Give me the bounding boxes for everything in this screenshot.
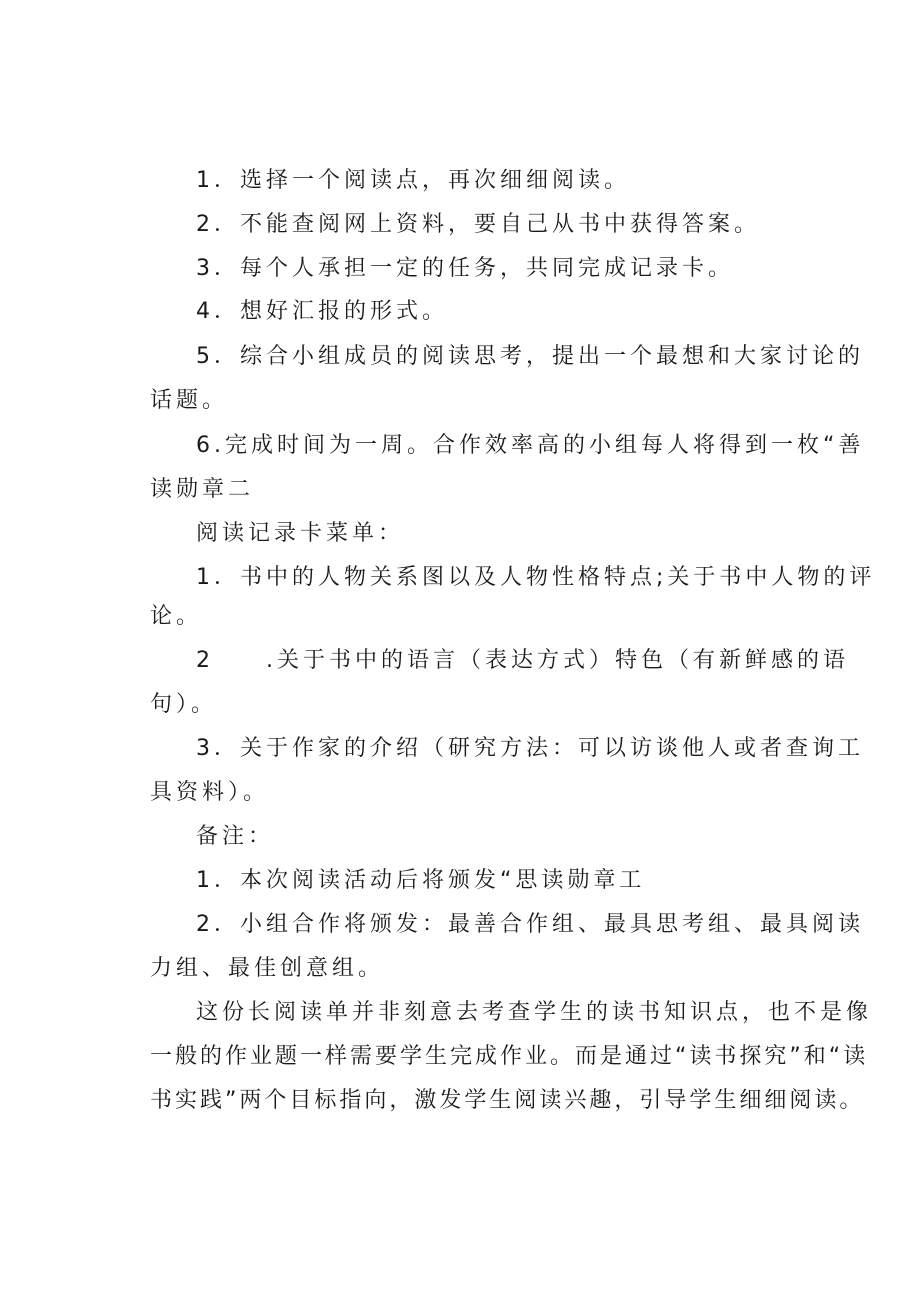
list-item-6-cont: 读勋章二	[150, 477, 255, 502]
section-heading-notes: 备注：	[196, 824, 275, 849]
list-item-2: 2．不能查阅网上资料，要自己从书中获得答案。	[196, 212, 760, 237]
menu-item-3: 3．关于作家的介绍（研究方法：可以访谈他人或者查询工	[196, 736, 864, 761]
note-item-2: 2．小组合作将颁发：最善合作组、最具思考组、最具阅读	[196, 912, 864, 937]
menu-item-1: 1．书中的人物关系图以及人物性格特点;关于书中人物的评	[196, 565, 876, 590]
note-item-1: 1．本次阅读活动后将颁发“思读勋章工	[196, 868, 646, 893]
summary-paragraph-line-3: 书实践”两个目标指向，激发学生阅读兴趣，引导学生细细阅读。	[150, 1088, 865, 1113]
menu-item-3-cont: 具资料）。	[150, 780, 270, 805]
list-item-6: 6.完成时间为一周。合作效率高的小组每人将得到一枚“善	[196, 433, 865, 458]
summary-paragraph-line-2: 一般的作业题一样需要学生完成作业。而是通过“读书探究”和“读	[150, 1044, 869, 1069]
menu-item-1-cont: 论。	[150, 604, 203, 629]
summary-paragraph-line-1: 这份长阅读单并非刻意去考查学生的读书知识点，也不是像	[196, 1000, 873, 1025]
list-item-3: 3．每个人承担一定的任务，共同完成记录卡。	[196, 256, 734, 281]
list-item-4: 4．想好汇报的形式。	[196, 299, 448, 324]
note-item-2-cont: 力组、最佳创意组。	[150, 956, 385, 981]
list-item-5: 5．综合小组成员的阅读思考，提出一个最想和大家讨论的	[196, 344, 864, 369]
list-item-5-cont: 话题。	[150, 388, 229, 413]
menu-item-2: 2 .关于书中的语言（表达方式）特色（有新鲜感的语	[196, 648, 849, 673]
list-item-1: 1．选择一个阅读点，再次细细阅读。	[196, 168, 630, 193]
menu-item-2-cont: 句）。	[150, 692, 218, 717]
section-heading-record-card: 阅读记录卡菜单：	[196, 521, 405, 546]
